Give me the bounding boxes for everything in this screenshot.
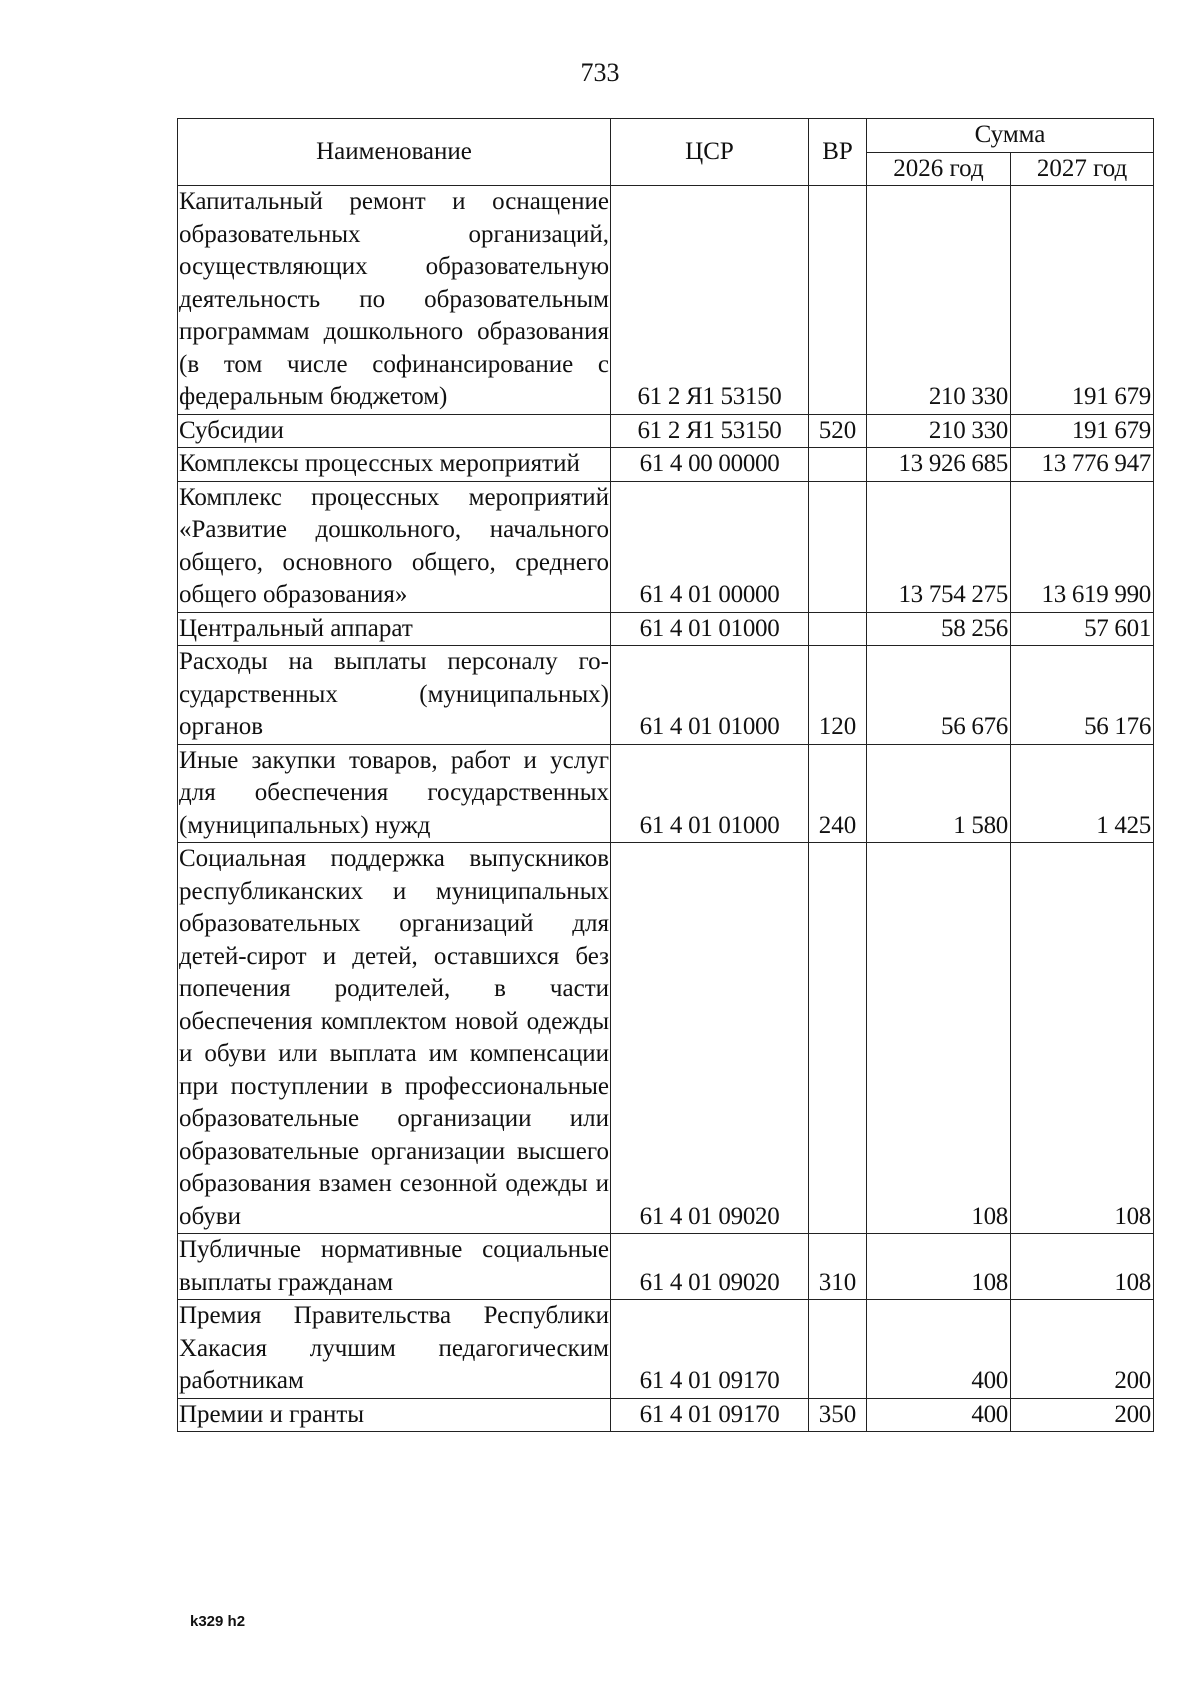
row-sum-2026: 58 256: [867, 612, 1011, 646]
row-sum-2027: 191 679: [1011, 414, 1154, 448]
page-number: 733: [580, 58, 620, 87]
table-row: [178, 1234, 1154, 1300]
row-csr: 61 4 01 01000: [611, 612, 809, 646]
row-vr: 310: [809, 1234, 867, 1300]
row-name: Премия Правительства Республики Хакасия лучшим педагогическим работникам: [178, 1300, 611, 1399]
row-sum-2026: 13 926 685: [867, 448, 1011, 482]
row-vr: [809, 1300, 867, 1399]
row-vr: 120: [809, 646, 867, 745]
row-sum-2026: 108: [867, 843, 1011, 1234]
row-vr: [809, 843, 867, 1234]
row-name: Капитальный ремонт и оснащение образовательных организаций, осуществляющих образовательную деятельность по образовательным программам дошкольного образования (в том числе софинансирование с федеральным бюджетом): [178, 186, 611, 415]
row-name: Комплексы процессных мероприятий: [178, 448, 611, 482]
row-sum-2026: 210 330: [867, 186, 1011, 415]
row-csr: 61 4 01 09020: [611, 1234, 809, 1300]
row-name: Публичные нормативные социальные выплаты гражданам: [178, 1234, 611, 1300]
row-sum-2026: 56 676: [867, 646, 1011, 745]
row-sum-2026: 400: [867, 1300, 1011, 1399]
row-csr: 61 4 01 09020: [611, 843, 809, 1234]
header-sum: Сумма: [867, 119, 1154, 153]
row-sum-2027: 108: [1011, 1234, 1154, 1300]
table-row: [178, 414, 1154, 448]
row-sum-2026: 1 580: [867, 744, 1011, 843]
table-row: [178, 612, 1154, 646]
row-csr: 61 4 01 01000: [611, 646, 809, 745]
row-name: Расходы на выплаты персоналу государственных (муниципальных) органов: [178, 646, 611, 745]
row-sum-2026: 108: [867, 1234, 1011, 1300]
row-vr: [809, 612, 867, 646]
row-sum-2027: 108: [1011, 843, 1154, 1234]
row-vr: 350: [809, 1398, 867, 1432]
header-csr: ЦСР: [611, 119, 809, 186]
table-row: [178, 744, 1154, 843]
table-row: [178, 186, 1154, 415]
table-row: [178, 481, 1154, 612]
row-name: Премии и гранты: [178, 1398, 611, 1432]
row-sum-2027: 200: [1011, 1300, 1154, 1399]
row-sum-2026: 400: [867, 1398, 1011, 1432]
table-row: [178, 646, 1154, 745]
row-vr: 520: [809, 414, 867, 448]
row-name: Комплекс процессных мероприятий «Развитие дошкольного, начального общего, основного общего, среднего общего образования»: [178, 481, 611, 612]
header-name: Наименование: [178, 119, 611, 186]
row-name: Социальная поддержка выпускников республиканских и муниципальных образовательных организаций для детей-сирот и детей, оставшихся без попечения родителей, в части обеспечения комплектом новой одежды и обуви или выплата им компенсации при поступлении в профессиональные образовательные организации или образовательные организации высшего образования взамен сезонной одежды и обуви: [178, 843, 611, 1234]
row-sum-2027: 57 601: [1011, 612, 1154, 646]
row-csr: 61 2 Я1 53150: [611, 186, 809, 415]
table-row: [178, 1300, 1154, 1399]
header-year-2026: 2026 год: [867, 152, 1011, 186]
row-sum-2027: 200: [1011, 1398, 1154, 1432]
row-vr: [809, 481, 867, 612]
row-sum-2026: 13 754 275: [867, 481, 1011, 612]
row-csr: 61 4 01 00000: [611, 481, 809, 612]
row-sum-2027: 191 679: [1011, 186, 1154, 415]
table-header: [178, 119, 1154, 186]
row-vr: 240: [809, 744, 867, 843]
row-vr: [809, 186, 867, 415]
row-sum-2027: 13 619 990: [1011, 481, 1154, 612]
row-sum-2027: 56 176: [1011, 646, 1154, 745]
row-sum-2027: 13 776 947: [1011, 448, 1154, 482]
row-csr: 61 4 01 09170: [611, 1300, 809, 1399]
row-csr: 61 4 01 01000: [611, 744, 809, 843]
table-body: [178, 186, 1154, 1432]
table-row: [178, 1398, 1154, 1432]
table-row: [178, 448, 1154, 482]
row-name: Субсидии: [178, 414, 611, 448]
header-year-2027: 2027 год: [1011, 152, 1154, 186]
row-name: Иные закупки товаров, работ и услуг для обеспечения государственных (муниципальных) нужд: [178, 744, 611, 843]
footer-code: k329 h2: [190, 1613, 246, 1630]
row-name: Центральный аппарат: [178, 612, 611, 646]
row-sum-2027: 1 425: [1011, 744, 1154, 843]
row-csr: 61 4 00 00000: [611, 448, 809, 482]
row-sum-2026: 210 330: [867, 414, 1011, 448]
table-row: [178, 843, 1154, 1234]
row-csr: 61 2 Я1 53150: [611, 414, 809, 448]
header-vr: ВР: [809, 119, 867, 186]
row-vr: [809, 448, 867, 482]
row-csr: 61 4 01 09170: [611, 1398, 809, 1432]
budget-table: [177, 118, 1154, 1432]
